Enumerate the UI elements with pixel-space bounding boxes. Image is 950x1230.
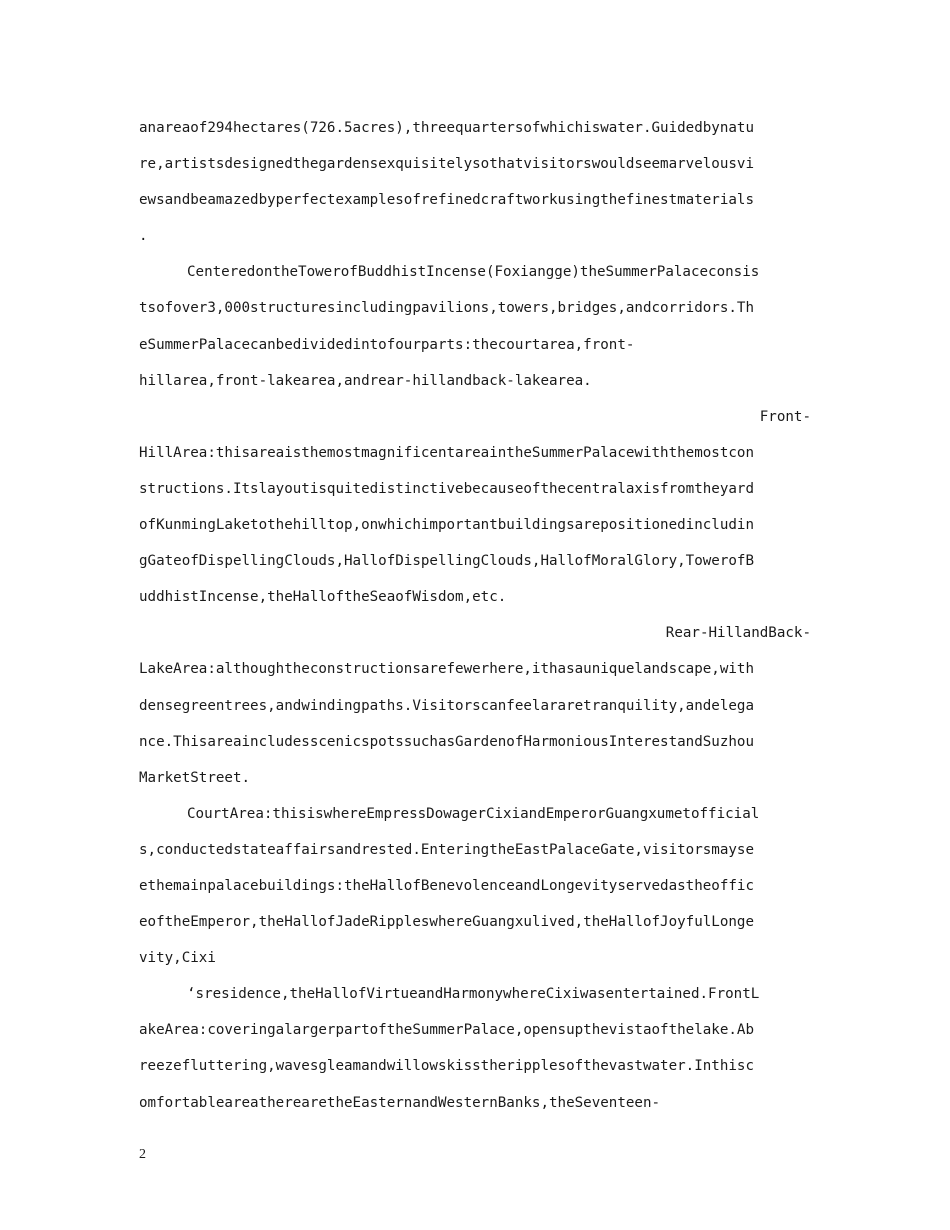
text-line: HillArea:thisareaisthemostmagnificentareaintheSummerPalacewiththemostcon (139, 444, 754, 461)
text-line: tsofover3,000structuresincludingpavilions,towers,bridges,andcorridors.Th (139, 300, 754, 317)
text-line: eSummerPalacecanbedividedintofourparts:thecourtarea,front- (139, 336, 635, 353)
text-line: gGateofDispellingClouds,HallofDispellingClouds,HallofMoralGlory,TowerofB (139, 553, 754, 570)
text-line: CourtArea:thisiswhereEmpressDowagerCixiandEmperorGuangxumetofficial (187, 805, 760, 822)
text-line: ethemainpalacebuildings:theHallofBenevolenceandLongevityservedastheoffic (139, 877, 754, 894)
text-line: . (139, 228, 148, 245)
body-text (139, 110, 811, 1121)
text-line: LakeArea:althoughtheconstructionsarefewerhere,ithasauniquelandscape,with (139, 661, 754, 678)
text-line: CenteredontheTowerofBuddhistIncense(Foxiangge)theSummerPalaceconsis (187, 264, 760, 281)
text-line: s,conductedstateaffairsandrested.EnteringtheEastPalaceGate,visitorsmayse (139, 841, 754, 858)
text-line: MarketStreet. (139, 769, 251, 786)
text-line: ofKunmingLaketothehilltop,onwhichimportantbuildingsarepositionedincludin (139, 517, 754, 534)
text-line: re,artistsdesignedthegardensexquisitelysothatvisitorswouldseemarvelousvi (139, 156, 754, 173)
text-line: vity,Cixi (139, 950, 216, 967)
text-line: ewsandbeamazedbyperfectexamplesofrefinedcraftworkusingthefinestmaterials (139, 192, 754, 209)
text-line: densegreentrees,andwindingpaths.Visitorscanfeelararetranquility,andelega (139, 697, 754, 714)
text-line: uddhistIncense,theHalloftheSeaofWisdom,etc. (139, 589, 507, 606)
text-line: Rear-HillandBack- (665, 625, 811, 642)
text-line: structions.Itslayoutisquitedistinctivebecauseofthecentralaxisfromtheyard (139, 480, 754, 497)
text-line: nce.ThisareaincludesscenicspotssuchasGardenofHarmoniousInterestandSuzhou (139, 733, 754, 750)
text-line: anareaof294hectares(726.5acres),threequartersofwhichiswater.Guidedbynatu (139, 120, 754, 136)
text-line: omfortableareatherearetheEasternandWesternBanks,theSeventeen- (139, 1094, 661, 1111)
text-line: reezefluttering,wavesgleamandwillowskisstheripplesofthevastwater.Inthisc (139, 1058, 754, 1075)
text-line: Front- (759, 408, 811, 425)
text-line: akeArea:coveringalargerpartoftheSummerPalace,opensupthevistaofthelake.Ab (139, 1022, 754, 1039)
text-line: eoftheEmperor,theHallofJadeRippleswhereGuangxulived,theHallofJoyfulLonge (139, 914, 754, 931)
text-line: hillarea,front-lakearea,andrear-hillandback-lakearea. (139, 372, 592, 389)
page-number: 2 (139, 1147, 146, 1162)
text-line: ‘sresidence,theHallofVirtueandHarmonywhereCixiwasentertained.FrontL (187, 986, 760, 1003)
